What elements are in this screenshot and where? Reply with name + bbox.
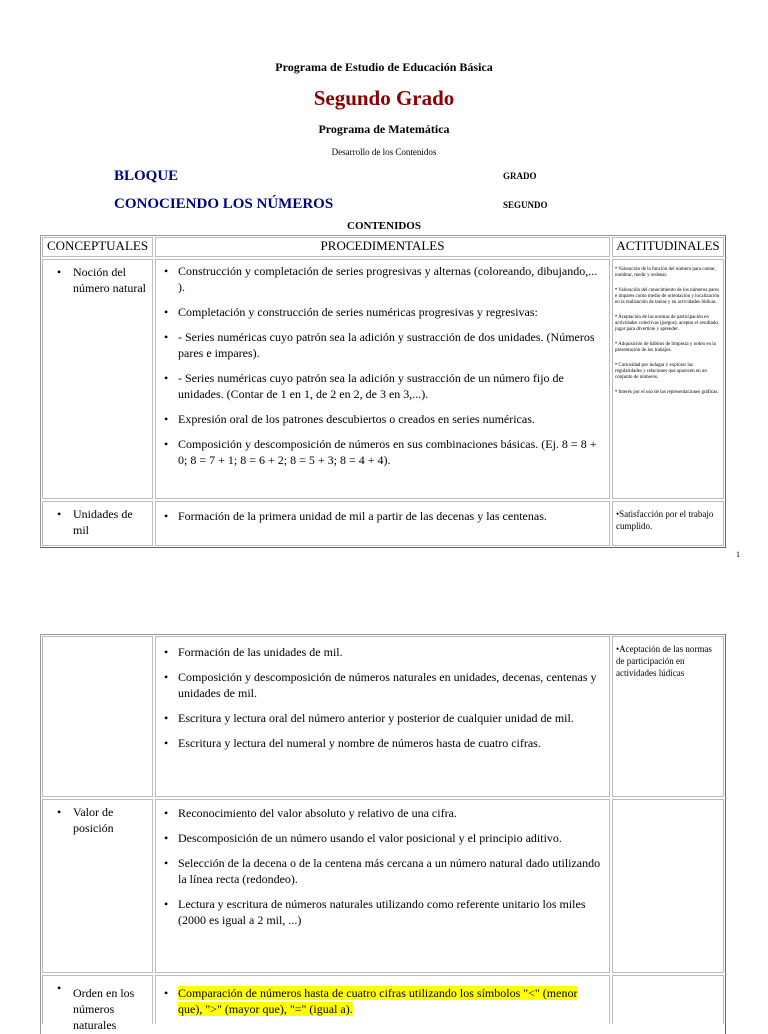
attitude-cell — [612, 636, 724, 797]
bloque-name: CONOCIENDO LOS NÚMEROS — [114, 196, 334, 212]
attitude-cell-empty — [612, 799, 724, 973]
procedure-item: • Completación y construcción de series numéricas progresivas y regresivas: — [156, 304, 601, 320]
concept-cell — [42, 975, 153, 1032]
procedures-cell — [155, 636, 610, 797]
procedure-item: • - Series numéricas cuyo patrón sea la adición y sustracción de dos unidades. (Números pares e impares). — [156, 329, 601, 361]
attitude-cell-empty — [612, 975, 724, 1024]
concept-text: • Noción del número natural — [43, 260, 152, 296]
procedures-cell — [155, 259, 610, 499]
procedure-item: • Composición y descomposición de números en sus combinaciones básicas. (Ej. 8 = 8 + 0; 8 = 7 + 1; 8 = 6 + 2; 8 = 5 + 3; 8 = 4 + 4). — [156, 436, 601, 468]
header-actitudinales: ACTITUDINALES — [612, 237, 724, 257]
procedures-cell — [155, 975, 610, 1024]
grado-label: GRADO — [503, 171, 537, 181]
procedure-item: • Escritura y lectura oral del número anterior y posterior de cualquier unidad de mil. — [156, 710, 601, 726]
attitude-item: • Curiosidad por indagar y explorar las regularidades y relaciones que aparecen en un conjunto de números. — [615, 362, 707, 380]
concept-cell — [42, 799, 153, 973]
procedure-item: • Formación de las unidades de mil. — [156, 644, 601, 660]
attitude-item: • Valoración del conocimiento de los números pares e impares como medio de orientación y localización en la realización de tareas y en actividades lúdicas. — [615, 287, 720, 305]
procedure-item: • - Series numéricas cuyo patrón sea la adición y sustracción de un número fijo de unidades. (Contar de 1 en 1, de 2 en 2, de 3 en 3,...). — [156, 370, 601, 402]
procedure-item: • Construcción y completación de series progresivas y alternas (coloreando, dibujando,... ). — [156, 263, 601, 295]
concept-cell — [42, 636, 153, 797]
program-title: Programa de Estudio de Educación Básica — [275, 60, 493, 74]
attitude-item: • Interés por el uso de las representaciones gráficas. — [615, 389, 719, 395]
procedures-cell — [155, 799, 610, 973]
attitude-cell — [612, 501, 724, 546]
procedure-item: • Lectura y escritura de números naturales utilizando como referente unitario los miles (2000 es igual a 2 mil, ...) — [156, 896, 601, 928]
grade-title: Segundo Grado — [313, 86, 455, 110]
concept-text: • Valor de posición — [43, 800, 152, 836]
concept-text: • Orden en los números naturales — [43, 976, 152, 1033]
concept-text: • Unidades de mil — [43, 502, 152, 538]
page-number: 1 — [736, 550, 740, 559]
bloque-label: BLOQUE — [114, 168, 179, 184]
procedure-item: • Composición y descomposición de números naturales en unidades, decenas, centenas y unidades de mil. — [156, 669, 601, 701]
procedure-item: • Escritura y lectura del numeral y nombre de números hasta de cuatro cifras. — [156, 735, 601, 751]
procedures-cell — [155, 501, 610, 546]
concept-cell — [42, 501, 153, 546]
attitude-text: •Aceptación de las normas de participación en actividades lúdicas — [616, 644, 712, 678]
procedure-item-highlighted: • Comparación de números hasta de cuatro cifras utilizando los símbolos "<" (menor que), ">" (mayor que), "=" (igual a). — [156, 985, 601, 1017]
attitude-text: •Satisfacción por el trabajo cumplido. — [616, 509, 714, 531]
procedure-item: • Expresión oral de los patrones descubiertos o creados en series numéricas. — [156, 411, 601, 427]
procedure-item: • Selección de la decena o de la centena más cercana a un número natural dado utilizando la línea recta (redondeo). — [156, 855, 601, 887]
procedure-item: • Formación de la primera unidad de mil a partir de las decenas y las centenas. — [156, 508, 609, 524]
header-procedimentales: PROCEDIMENTALES — [155, 237, 610, 257]
attitude-item: • Adquisición de hábitos de limpieza y orden en la presentación de los trabajos. — [615, 341, 716, 353]
subject-title: Programa de Matemática — [318, 122, 450, 136]
attitude-item: • Aceptación de las normas de participación en actividades colectivas (juegos); aceptar el resultado, jugar para divertirse y aprender. — [615, 314, 720, 332]
grado-value: SEGUNDO — [503, 200, 548, 210]
attitude-item: • Valoración de la función del número para contar, nombrar, medir y ordenar. — [615, 266, 716, 278]
contents-label: CONTENIDOS — [347, 220, 421, 232]
header-conceptuales: CONCEPTUALES — [42, 237, 153, 257]
attitudes-cell — [612, 259, 724, 499]
concept-cell — [42, 259, 153, 499]
procedure-item: • Reconocimiento del valor absoluto y relativo de una cifra. — [156, 805, 601, 821]
subtitle: Desarrollo de los Contenidos — [331, 147, 437, 157]
procedure-item: • Descomposición de un número usando el valor posicional y el principio aditivo. — [156, 830, 601, 846]
